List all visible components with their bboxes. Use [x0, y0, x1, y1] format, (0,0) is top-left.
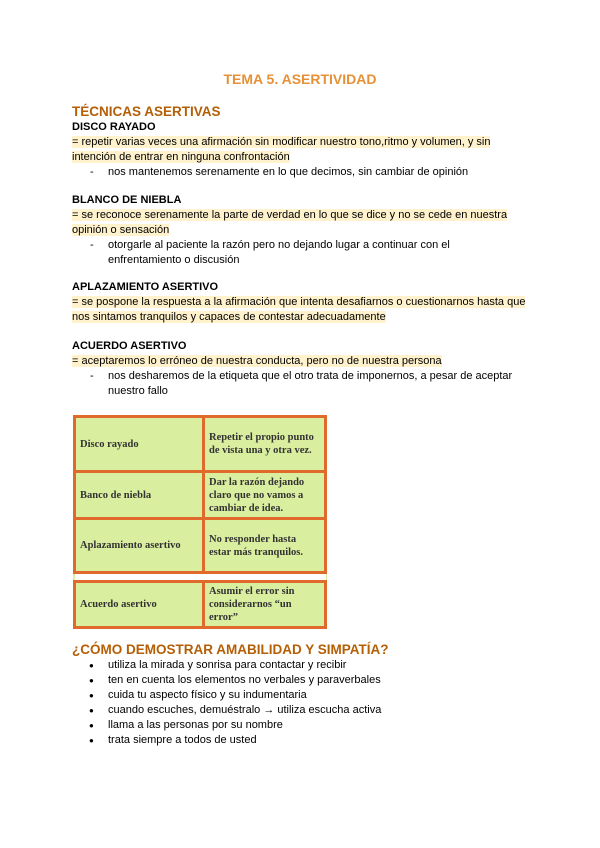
table-row: Acuerdo asertivo Asumir el error sin considerarnos “un error”: [75, 582, 326, 628]
technique-note: - otorgarle al paciente la razón pero no dejando lugar a continuar con el enfrentamiento o discusión: [72, 238, 532, 268]
technique-definition: = se reconoce serenamente la parte de verdad en lo que se dice y no se cede en nuestra opinión o sensación: [72, 209, 508, 236]
list-item: ● trata siempre a todos de usted: [72, 733, 532, 748]
section-blanco: [72, 193, 532, 268]
technique-name: ACUERDO ASERTIVO: [72, 340, 187, 352]
table-row: Banco de niebla Dar la razón dejando claro que no vamos a cambiar de idea.: [75, 472, 326, 519]
technique-definition: = aceptaremos lo erróneo de nuestra conducta, pero no de nuestra persona: [72, 355, 442, 367]
list-item: ● ten en cuenta los elementos no verbales y paraverbales: [72, 673, 532, 688]
technique-name: APLAZAMIENTO ASERTIVO: [72, 281, 219, 293]
section-acuerdo: [72, 339, 532, 399]
list-item: ● utiliza la mirada y sonrisa para contactar y recibir: [72, 658, 532, 673]
technique-note: - nos desharemos de la etiqueta que el otro trata de imponernos, a pesar de aceptar nuestro fallo: [72, 369, 532, 399]
table-row: Aplazamiento asertivo No responder hasta estar más tranquilos.: [75, 519, 326, 573]
technique-note: - nos mantenemos serenamente en lo que decimos, sin cambiar de opinión: [72, 165, 532, 180]
document-title: TEMA 5. ASERTIVIDAD: [223, 71, 377, 87]
technique-definition: = repetir varias veces una afirmación sin modificar nuestro tono,ritmo y volumen, y sin intención de entrar en ninguna confrontación: [72, 136, 491, 163]
list-item: ● cuando escuches, demuéstralo → utiliza escucha activa: [72, 703, 532, 718]
section-heading: TÉCNICAS ASERTIVAS: [72, 104, 221, 119]
techniques-table: [73, 415, 327, 629]
list-item: ● llama a las personas por su nombre: [72, 718, 532, 733]
section-amabilidad: [72, 642, 532, 748]
section-techniques: [72, 104, 532, 180]
table-row: Disco rayado Repetir el propio punto de vista una y otra vez.: [75, 417, 326, 472]
section-aplazamiento: [72, 280, 532, 325]
section-heading: ¿CÓMO DEMOSTRAR AMABILIDAD Y SIMPATÍA?: [72, 642, 389, 657]
technique-name: BLANCO DE NIEBLA: [72, 194, 182, 206]
technique-name: DISCO RAYADO: [72, 121, 156, 133]
technique-definition: = se pospone la respuesta a la afirmación que intenta desafiarnos o cuestionarnos hasta que nos sintamos tranquilos y capaces de contestar adecuadamente: [72, 296, 526, 323]
list-item: ● cuida tu aspecto físico y su indumentaria: [72, 688, 532, 703]
